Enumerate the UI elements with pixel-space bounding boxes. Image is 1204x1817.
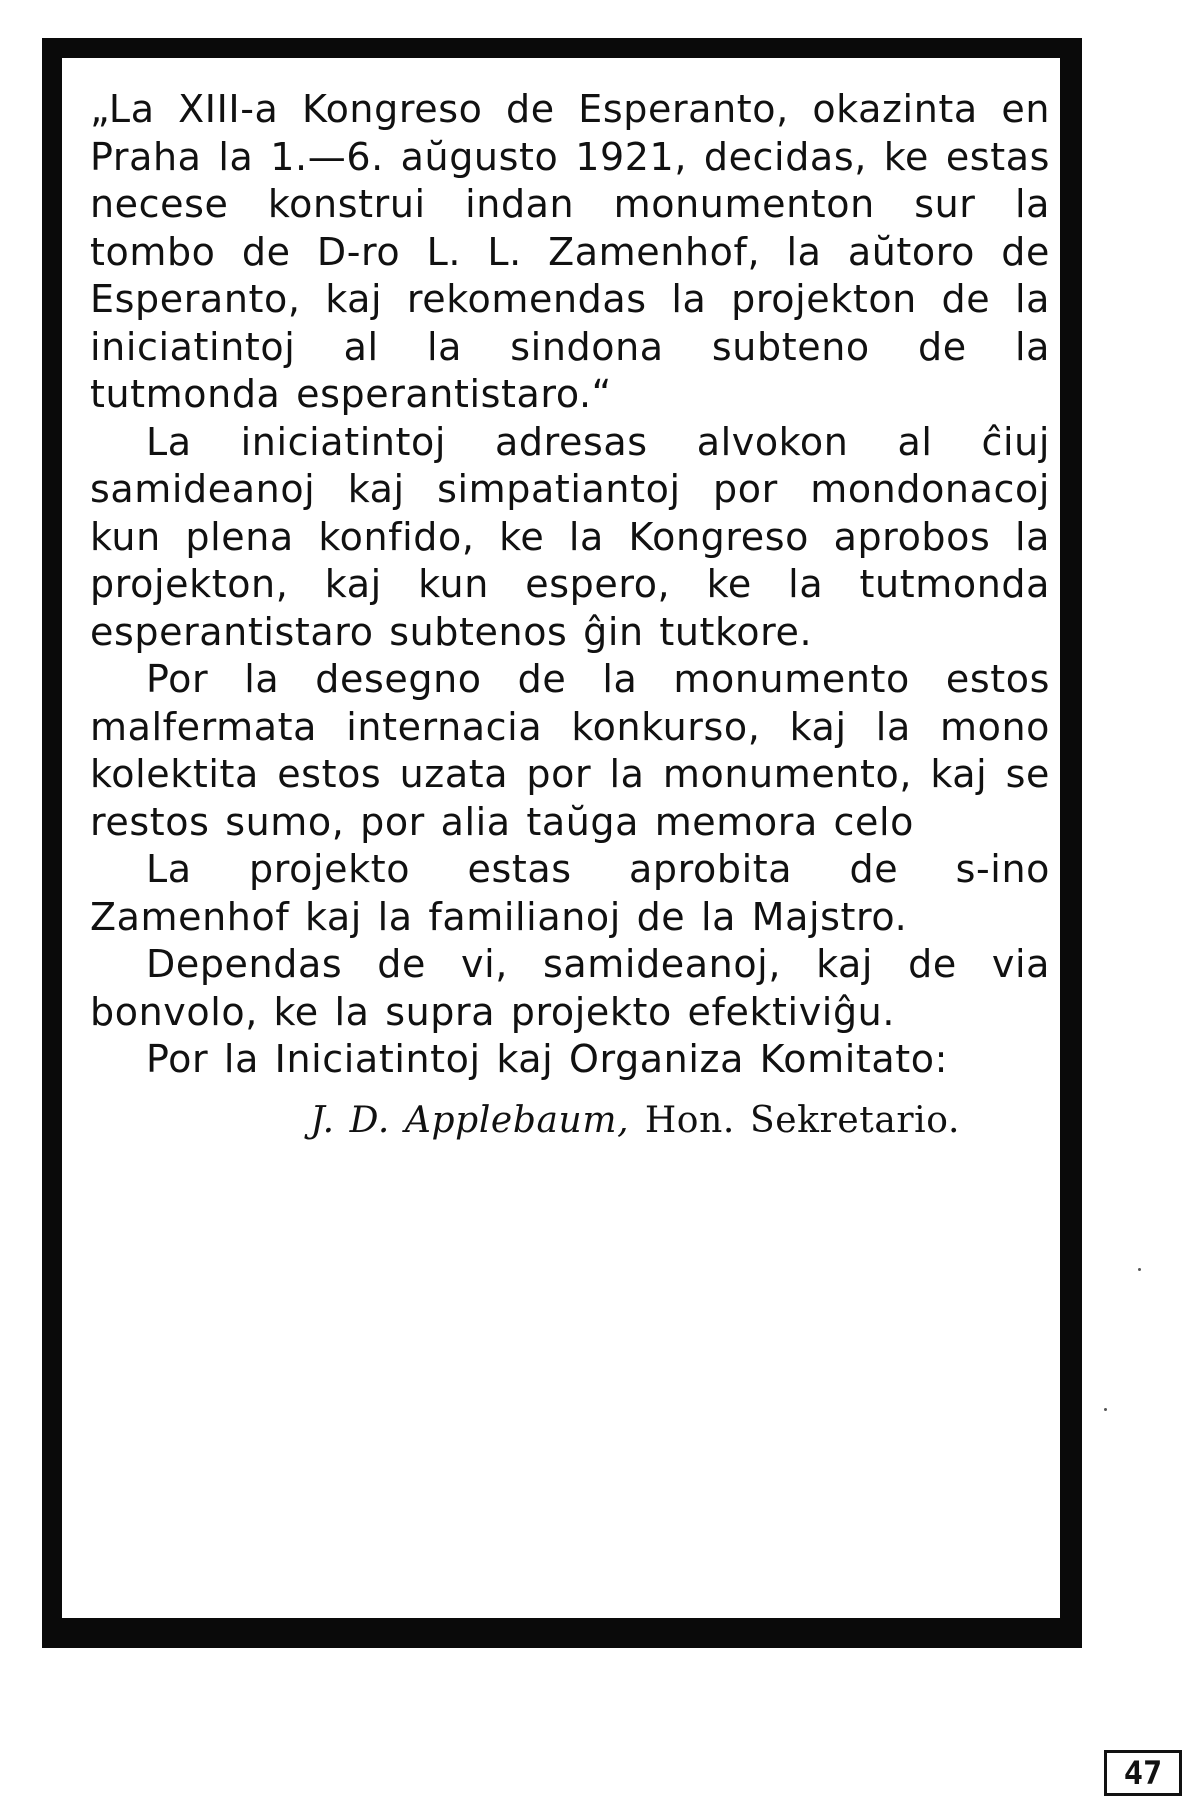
scan-speck xyxy=(1138,1268,1141,1271)
announcement-text xyxy=(90,86,1050,1144)
paragraph-approval: La projekto estas aprobita de s-ino Zamenhof kaj la familianoj de la Majstro. xyxy=(90,847,1050,939)
paragraph-appeal: La iniciatintoj adresas alvokon al ĉiuj samideanoj kaj simpatiantoj por mondonacoj kun plena konfido, ke la Kongreso aprobos la projekton, kaj kun espero, ke la tutmonda esperantistaro subtenos ĝin tutkore. xyxy=(90,419,1050,654)
scan-speck xyxy=(1104,1408,1107,1411)
signature xyxy=(90,1096,1050,1145)
signature-title: Hon. Sekretario. xyxy=(644,1099,960,1141)
page-number-box: 47 xyxy=(1104,1750,1182,1796)
paragraph-call-to-action: Dependas de vi, samideanoj, kaj de via bonvolo, ke la supra projekto efektiviĝu. xyxy=(90,942,1050,1034)
signature-name: J. D. Applebaum, xyxy=(310,1099,630,1141)
paragraph-committee-line: Por la Iniciatintoj kaj Organiza Komitato: xyxy=(146,1037,949,1081)
paragraph-design-competition: Por la desegno de la monumento estos malfermata internacia konkurso, kaj la mono kolektita estos uzata por la monumento, kaj se restos sumo, por alia taŭga memora celo xyxy=(90,657,1050,844)
paragraph-congress-resolution: „La XIII-a Kongreso de Esperanto, okazinta en Praha la 1.—6. aŭgusto 1921, decidas, ke estas necese konstrui indan monumenton sur la tombo de D-ro L. L. Zamenhof, la aŭtoro de Esperanto, kaj rekomendas la projekton de la iniciatintoj al la sindona subteno de la tutmonda esperantistaro.“ xyxy=(90,87,1050,416)
